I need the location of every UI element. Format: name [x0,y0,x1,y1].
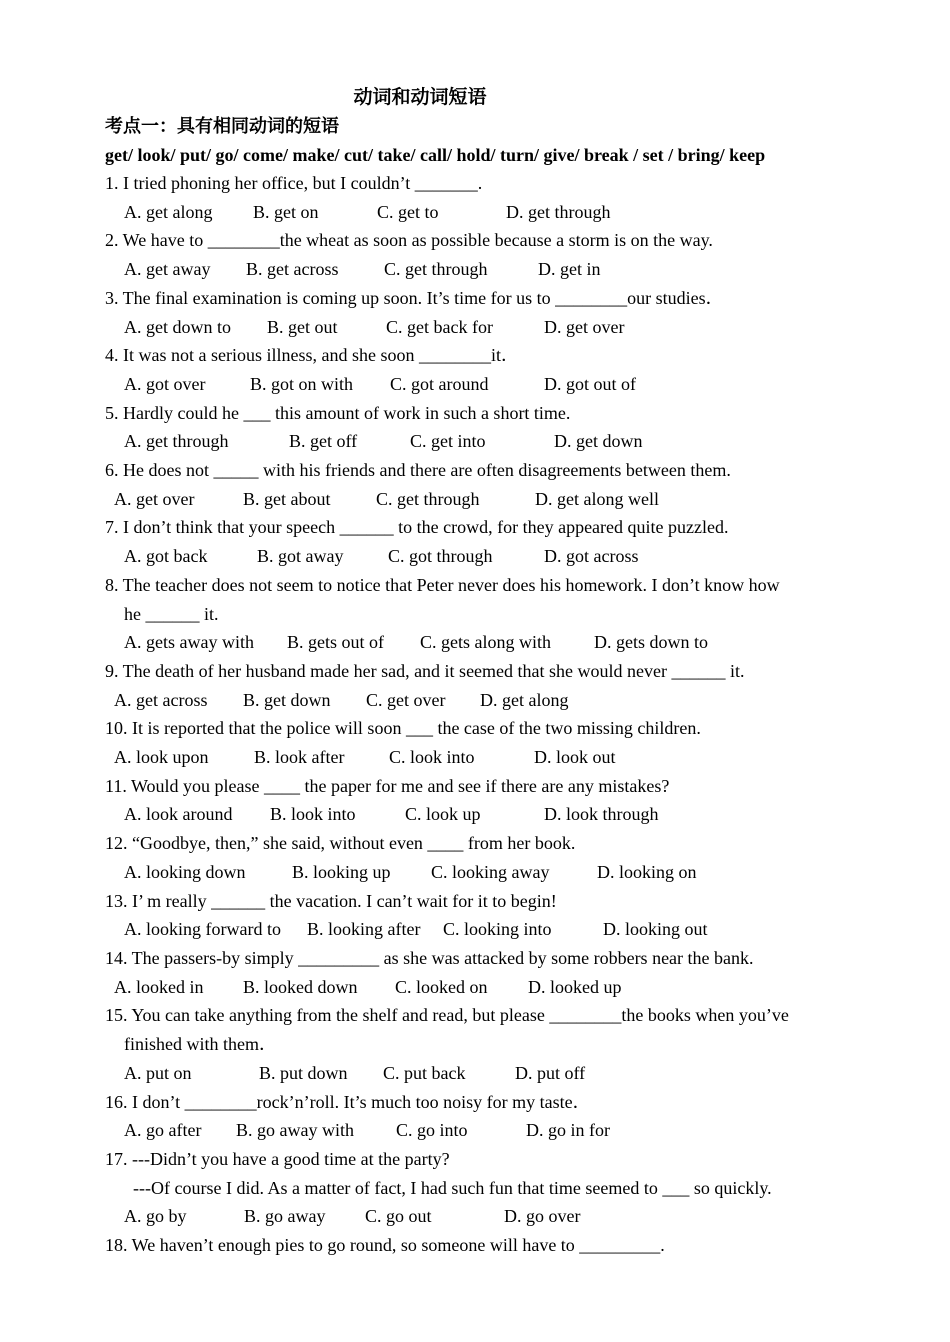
option-b: B. get down [243,689,331,710]
option-c: C. look into [389,747,475,768]
option-row [105,255,865,284]
question-stem: 14. The passers-by simply _________ as she was attacked by some robbers near the bank. [105,947,754,968]
question-item [105,772,865,829]
option-a: A. look around [124,804,233,825]
option-d: D. get along well [535,488,659,509]
question-item [105,513,865,570]
option-a: A. get through [124,431,229,452]
option-d: D. go in for [526,1120,610,1141]
question-stem: 8. The teacher does not seem to notice that Peter never does his homework. I don’t know how [105,574,780,595]
option-row [105,1059,865,1088]
option-c: C. go out [365,1206,432,1227]
page-title: 动词和动词短语 [353,87,487,108]
option-b: B. get across [246,259,339,280]
question-stem: 13. I’ m really ______ the vacation. I can’t wait for it to begin! [105,890,557,911]
option-row [105,973,865,1002]
option-b: B. looked down [243,976,358,997]
option-c: C. looking away [431,861,550,882]
option-row [105,858,865,887]
option-d: D. put off [515,1062,586,1083]
option-a: A. get down to [124,316,231,337]
section-heading: 考点一：具有相同动词的短语 [105,116,339,136]
option-d: D. look through [544,804,659,825]
option-c: C. get into [410,431,486,452]
option-b: B. get about [243,488,331,509]
option-d: D. look out [534,747,616,768]
question-stem: 2. We have to ________the wheat as soon as possible because a storm is on the way. [105,230,713,251]
option-row [105,628,865,657]
option-a: A. got over [124,373,206,394]
option-b: B. got on with [250,373,354,394]
question-stem-continued: finished with them． [124,1034,277,1055]
question-stem: 4. It was not a serious illness, and she soon ________it． [105,345,519,366]
option-b: B. look into [270,804,356,825]
option-d: D. get along [480,689,569,710]
option-row [105,370,865,399]
option-row [105,485,865,514]
option-d: D. get in [538,259,601,280]
option-c: C. get over [366,689,446,710]
question-stem-continued: he ______ it. [124,603,219,624]
question-item [105,1231,865,1260]
question-item [105,1145,865,1231]
question-item [105,1001,865,1087]
option-a: A. get away [124,259,211,280]
option-row [105,686,865,715]
question-list [105,169,865,1260]
question-item [105,829,865,886]
option-b: B. looking after [307,919,421,940]
option-row [105,313,865,342]
question-stem: 3. The final examination is coming up soon. It’s time for us to ________our studies． [105,287,724,308]
option-a: A. get across [114,689,208,710]
question-item [105,226,865,283]
question-stem: 11. Would you please ____ the paper for me and see if there are any mistakes? [105,775,670,796]
question-stem: 7. I don’t think that your speech ______ to the crowd, for they appeared quite puzzled. [105,517,729,538]
option-a: A. go by [124,1206,187,1227]
option-a: A. looking down [124,861,246,882]
question-stem: 1. I tried phoning her office, but I couldn’t _______. [105,173,483,193]
option-row [105,743,865,772]
option-d: D. got across [544,546,639,567]
option-c: C. go into [396,1120,468,1141]
question-item [105,284,865,341]
option-c: C. get through [376,488,480,509]
question-item [105,944,865,1001]
question-item [105,571,865,657]
option-c: C. got around [390,373,489,394]
question-item [105,341,865,398]
option-d: D. looking out [603,919,708,940]
option-d: D. go over [504,1206,581,1227]
option-row [105,1116,865,1145]
question-item [105,1088,865,1145]
option-c: C. looking into [443,919,552,940]
dialogue-reply: ---Of course I did. As a matter of fact, I had such fun that time seemed to ___ so quickly. [133,1177,772,1198]
question-stem: 15. You can take anything from the shelf and read, but please ________the books when you’ve [105,1005,789,1026]
question-stem: 16. I don’t ________rock’n’roll. It’s much too noisy for my taste． [105,1091,591,1112]
option-a: A. got back [124,546,208,567]
question-item [105,399,865,456]
question-stem: 12. “Goodbye, then,” she said, without even ____ from her book. [105,833,576,854]
option-b: B. gets out of [287,632,384,653]
verb-list: get/ look/ put/ go/ come/ make/ cut/ take/ call/ hold/ turn/ give/ break / set / bring/ keep [105,145,766,165]
question-stem: 10. It is reported that the police will soon ___ the case of the two missing children. [105,718,701,739]
option-a: A. get along [124,201,213,222]
option-c: C. get to [377,201,439,222]
option-b: B. get on [253,201,319,222]
question-stem: 17. ---Didn’t you have a good time at the party? [105,1148,450,1169]
option-b: B. get out [267,316,338,337]
option-c: C. got through [388,546,493,567]
question-stem: 9. The death of her husband made her sad, and it seemed that she would never ______ it. [105,660,745,681]
question-stem: 18. We haven’t enough pies to go round, so someone will have to _________. [105,1235,665,1256]
option-row [105,915,865,944]
option-row [105,800,865,829]
option-c: C. get through [384,259,488,280]
option-row [105,198,865,227]
option-row [105,427,865,456]
question-stem: 5. Hardly could he ___ this amount of work in such a short time. [105,402,571,423]
option-c: C. put back [383,1062,466,1083]
option-c: C. look up [405,804,481,825]
option-a: A. looking forward to [124,919,281,940]
option-row [105,542,865,571]
question-item [105,887,865,944]
question-item [105,714,865,771]
option-d: D. get down [554,431,643,452]
option-b: B. looking up [292,861,391,882]
option-d: D. got out of [544,373,636,394]
option-b: B. put down [259,1062,348,1083]
question-stem: 6. He does not _____ with his friends and there are often disagreements between them. [105,460,731,481]
question-item [105,456,865,513]
option-b: B. go away with [236,1120,354,1141]
question-item [105,657,865,714]
option-c: C. gets along with [420,632,551,653]
option-c: C. get back for [386,316,493,337]
option-a: A. looked in [114,976,204,997]
option-d: D. get over [544,316,625,337]
option-row [105,1202,865,1231]
option-a: A. put on [124,1062,192,1083]
question-item [105,169,865,226]
option-a: A. get over [114,488,195,509]
option-b: B. go away [244,1206,326,1227]
option-d: D. looking on [597,861,697,882]
option-b: B. got away [257,546,344,567]
option-b: B. get off [289,431,358,452]
option-d: D. looked up [528,976,622,997]
option-d: D. gets down to [594,632,708,653]
option-c: C. looked on [395,976,488,997]
option-a: A. go after [124,1120,202,1141]
option-a: A. gets away with [124,632,254,653]
option-a: A. look upon [114,747,209,768]
option-b: B. look after [254,747,345,768]
option-d: D. get through [506,201,611,222]
